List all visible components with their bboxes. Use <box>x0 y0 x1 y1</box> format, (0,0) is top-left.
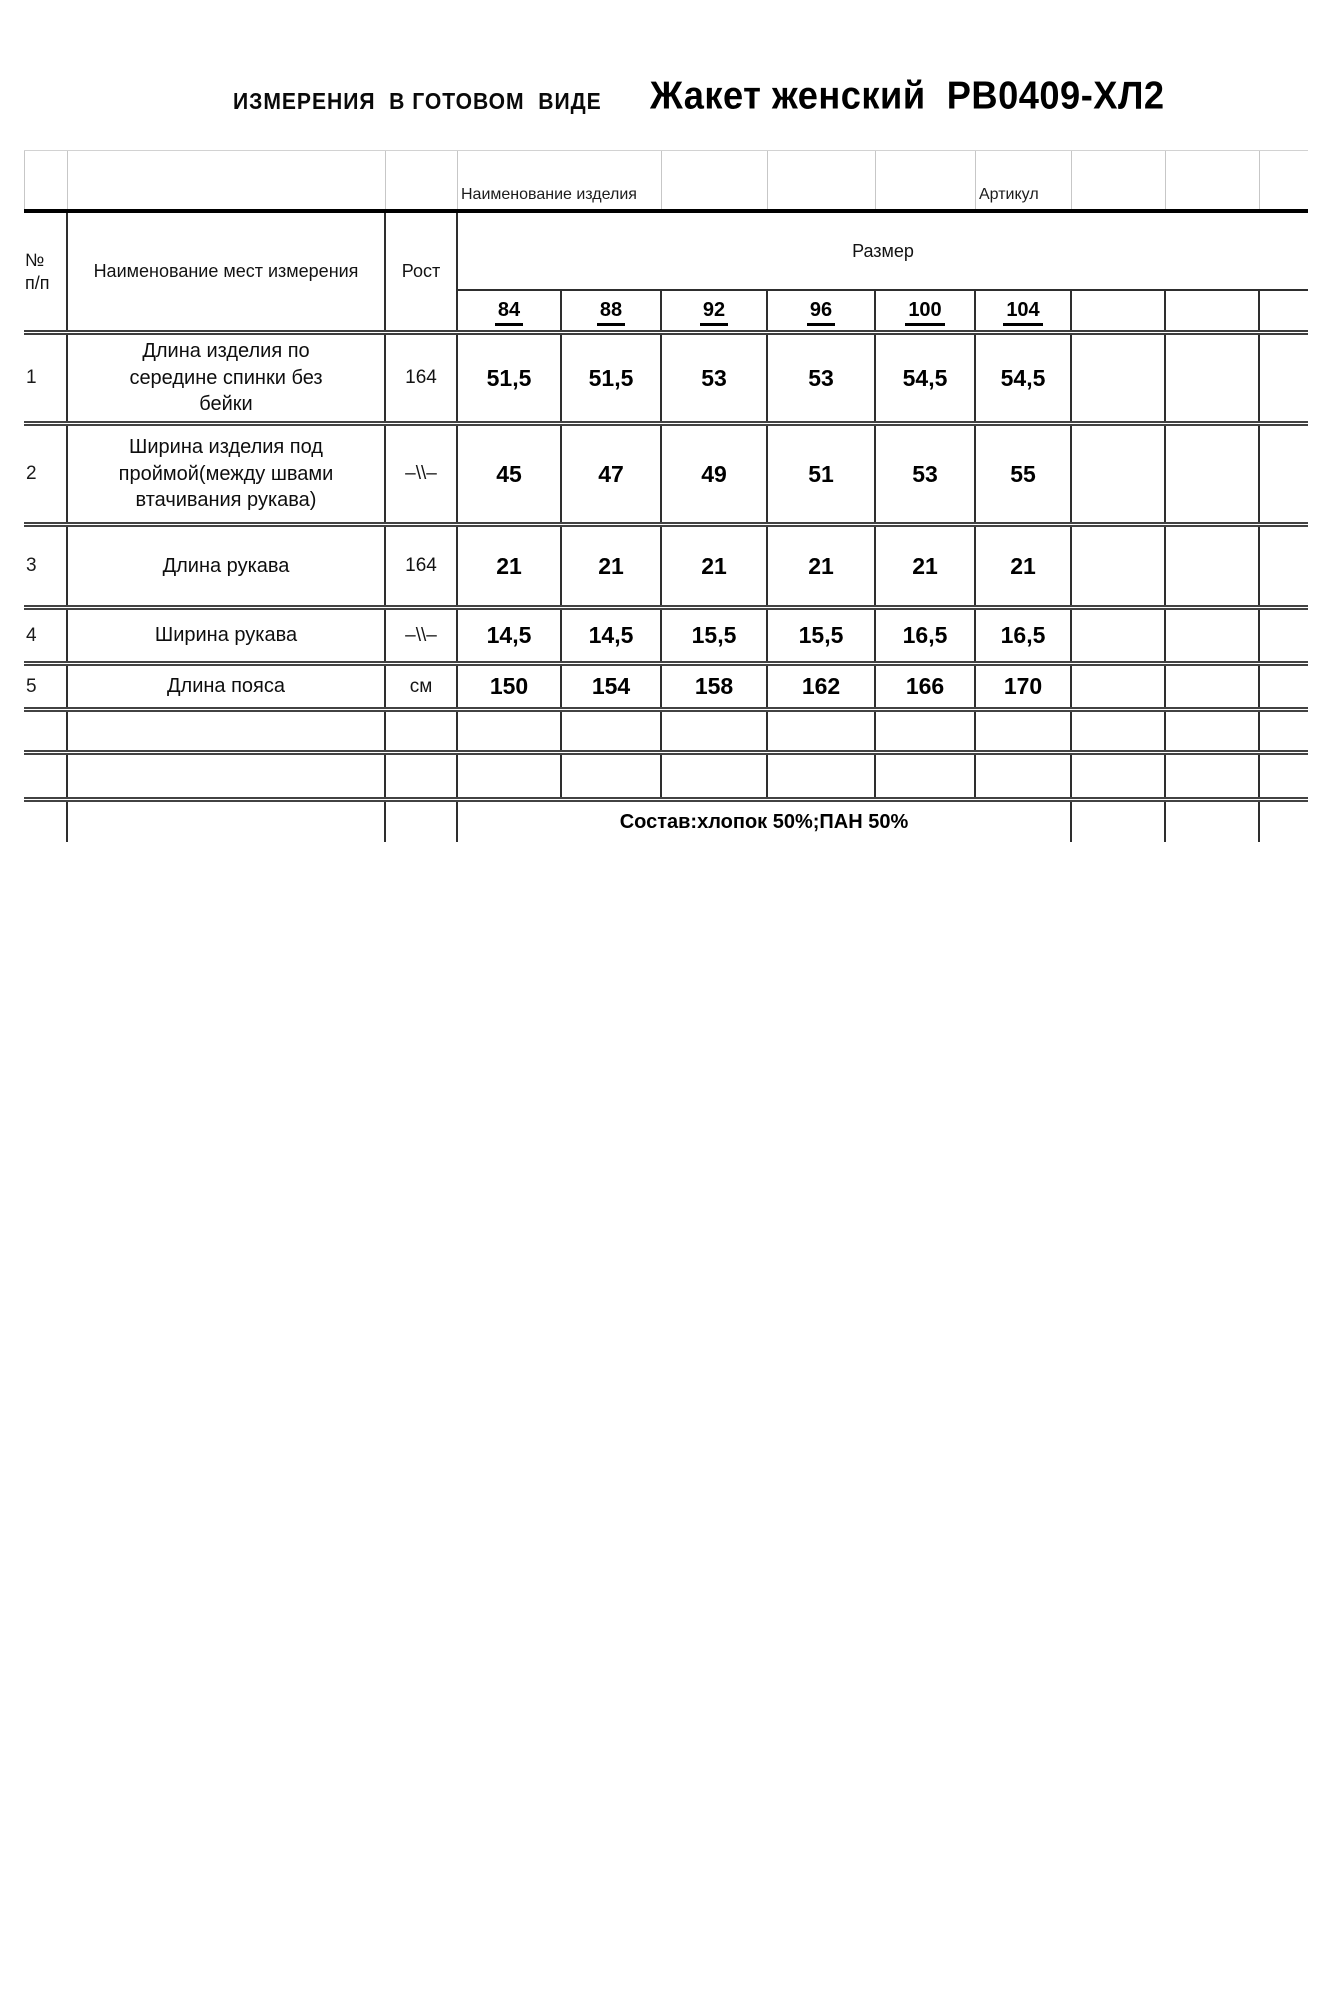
empty-cell <box>976 712 1072 750</box>
article-label-cell <box>976 151 1072 209</box>
value-cell: 21 <box>662 527 768 605</box>
empty-cell <box>1072 335 1166 421</box>
value-cell: 14,5 <box>458 610 562 661</box>
table-row <box>24 527 1308 610</box>
size-header-cell <box>768 291 876 330</box>
measurements-table <box>24 150 1308 842</box>
measure-name-cell: Ширина рукава <box>68 610 386 661</box>
row-number-cell: 4 <box>24 610 68 661</box>
value-cell: 49 <box>662 426 768 522</box>
measure-column-header: Наименование мест измерения <box>68 213 386 330</box>
empty-cell <box>1166 712 1260 750</box>
empty-row <box>24 755 1308 802</box>
empty-cell <box>768 151 876 209</box>
empty-cell <box>1072 527 1166 605</box>
empty-cell <box>768 712 876 750</box>
empty-cell <box>1260 527 1308 605</box>
height-cell: см <box>386 666 458 707</box>
value-cell: 53 <box>768 335 876 421</box>
empty-cell <box>1166 291 1260 330</box>
size-header-block <box>458 213 1308 330</box>
empty-cell <box>1072 610 1166 661</box>
empty-cell <box>876 712 976 750</box>
number-header-line1: № <box>25 250 45 270</box>
empty-cell <box>662 151 768 209</box>
size-label: 92 <box>700 299 728 326</box>
measure-name-cell: Длина пояса <box>68 666 386 707</box>
article-label: Артикул <box>979 186 1039 203</box>
value-cell: 21 <box>976 527 1072 605</box>
empty-cell <box>1260 802 1308 842</box>
value-cell: 54,5 <box>876 335 976 421</box>
empty-cell <box>458 712 562 750</box>
value-cell: 15,5 <box>768 610 876 661</box>
value-cell: 150 <box>458 666 562 707</box>
size-header-cell <box>562 291 662 330</box>
table-row <box>24 666 1308 712</box>
height-cell: 164 <box>386 335 458 421</box>
composition-text: Состав:хлопок 50%;ПАН 50% <box>619 810 909 833</box>
empty-cell <box>24 151 68 209</box>
measure-name-cell: Длина рукава <box>68 527 386 605</box>
empty-cell <box>1072 802 1166 842</box>
empty-cell <box>1072 755 1166 797</box>
empty-cell <box>1072 426 1166 522</box>
empty-cell <box>1166 151 1260 209</box>
empty-rows <box>24 712 1308 802</box>
measure-name-cell: Ширина изделия под проймой(между швами втачивания рукава) <box>68 426 386 522</box>
empty-cell <box>386 755 458 797</box>
empty-cell <box>1166 755 1260 797</box>
value-cell: 47 <box>562 426 662 522</box>
value-cell: 170 <box>976 666 1072 707</box>
empty-cell <box>68 712 386 750</box>
value-cell: 21 <box>768 527 876 605</box>
empty-cell <box>1260 712 1308 750</box>
empty-cell <box>386 712 458 750</box>
composition-row <box>24 802 1308 842</box>
size-label: 100 <box>905 299 944 326</box>
sizes-row <box>458 291 1308 330</box>
number-header-line2: п/п <box>25 272 50 293</box>
empty-cell <box>1260 151 1308 209</box>
empty-cell <box>1072 666 1166 707</box>
value-cell: 16,5 <box>976 610 1072 661</box>
empty-cell <box>1072 151 1166 209</box>
table-header-row <box>24 213 1308 335</box>
value-cell: 14,5 <box>562 610 662 661</box>
empty-cell <box>768 755 876 797</box>
value-cell: 51,5 <box>562 335 662 421</box>
empty-cell <box>24 712 68 750</box>
empty-cell <box>458 755 562 797</box>
value-cell: 53 <box>876 426 976 522</box>
empty-cell <box>1260 610 1308 661</box>
size-header-cell <box>876 291 976 330</box>
empty-cell <box>1166 610 1260 661</box>
table-row <box>24 335 1308 426</box>
size-header-cell <box>458 291 562 330</box>
empty-cell <box>662 712 768 750</box>
height-cell: 164 <box>386 527 458 605</box>
empty-row <box>24 712 1308 755</box>
empty-cell <box>876 755 976 797</box>
value-cell: 53 <box>662 335 768 421</box>
product-name-label-cell <box>458 151 662 209</box>
empty-cell <box>1260 291 1308 330</box>
product-name-label: Наименование изделия <box>461 186 637 203</box>
size-group-header: Размер <box>458 213 1308 291</box>
size-label: 104 <box>1003 299 1042 326</box>
empty-cell <box>876 151 976 209</box>
number-column-header <box>24 213 68 330</box>
empty-cell <box>1166 802 1260 842</box>
value-cell: 45 <box>458 426 562 522</box>
table-caption-row <box>24 150 1308 213</box>
size-header-cell <box>662 291 768 330</box>
value-cell: 55 <box>976 426 1072 522</box>
empty-cell <box>68 755 386 797</box>
value-cell: 21 <box>562 527 662 605</box>
empty-cell <box>1260 335 1308 421</box>
value-cell: 158 <box>662 666 768 707</box>
product-title: Жакет женский РВ0409-ХЛ2 <box>650 74 1165 118</box>
row-number-cell: 3 <box>24 527 68 605</box>
empty-cell <box>24 802 68 842</box>
height-cell: –\\– <box>386 610 458 661</box>
sheet-title: ИЗМЕРЕНИЯ В ГОТОВОМ ВИДЕ <box>233 88 602 115</box>
table-row <box>24 610 1308 666</box>
empty-cell <box>1260 755 1308 797</box>
measure-name-cell: Длина изделия по середине спинки без бейки <box>68 335 386 421</box>
empty-cell <box>662 755 768 797</box>
value-cell: 162 <box>768 666 876 707</box>
empty-cell <box>386 151 458 209</box>
empty-cell <box>24 755 68 797</box>
value-cell: 15,5 <box>662 610 768 661</box>
empty-cell <box>1166 527 1260 605</box>
height-column-header: Рост <box>386 213 458 330</box>
size-header-cell <box>976 291 1072 330</box>
empty-cell <box>1260 426 1308 522</box>
empty-cell <box>68 802 386 842</box>
empty-cell <box>562 712 662 750</box>
empty-cell <box>1166 335 1260 421</box>
value-cell: 16,5 <box>876 610 976 661</box>
empty-cell <box>68 151 386 209</box>
size-label: 84 <box>495 299 523 326</box>
size-label: 96 <box>807 299 835 326</box>
row-number-cell: 1 <box>24 335 68 421</box>
empty-cell <box>1166 666 1260 707</box>
empty-cell <box>976 755 1072 797</box>
empty-cell <box>1072 291 1166 330</box>
value-cell: 51 <box>768 426 876 522</box>
value-cell: 154 <box>562 666 662 707</box>
empty-cell <box>386 802 458 842</box>
table-body <box>24 335 1308 712</box>
empty-cell <box>1072 712 1166 750</box>
row-number-cell: 2 <box>24 426 68 522</box>
value-cell: 166 <box>876 666 976 707</box>
composition-cell <box>458 802 1072 842</box>
value-cell: 54,5 <box>976 335 1072 421</box>
empty-cell <box>1260 666 1308 707</box>
empty-cell <box>1166 426 1260 522</box>
row-number-cell: 5 <box>24 666 68 707</box>
height-cell: –\\– <box>386 426 458 522</box>
value-cell: 21 <box>876 527 976 605</box>
value-cell: 21 <box>458 527 562 605</box>
value-cell: 51,5 <box>458 335 562 421</box>
empty-cell <box>562 755 662 797</box>
size-label: 88 <box>597 299 625 326</box>
table-row <box>24 426 1308 527</box>
